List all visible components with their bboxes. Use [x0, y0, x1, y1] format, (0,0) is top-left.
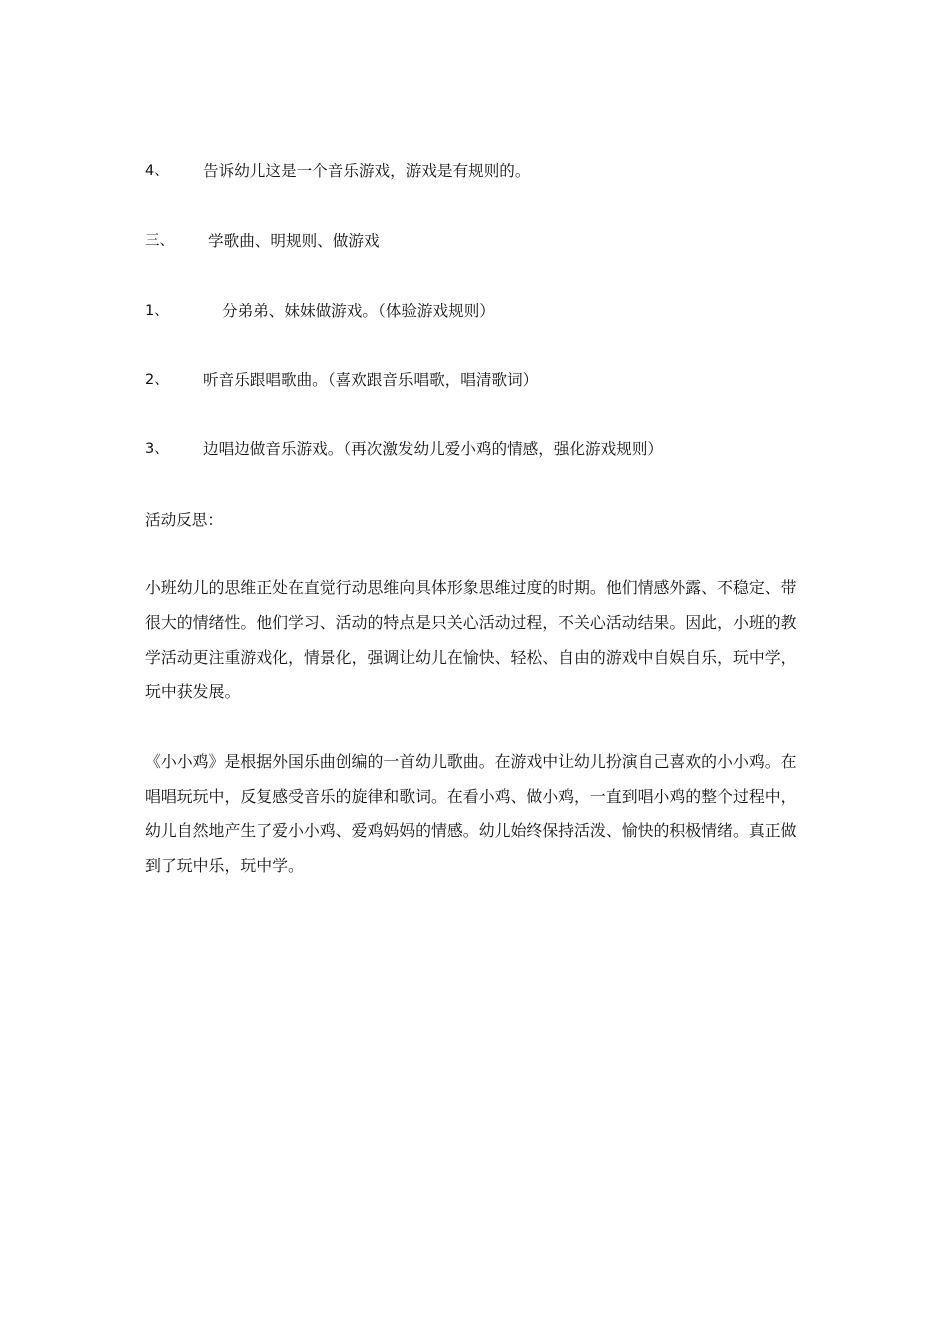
paragraph-line: 玩中获发展。	[145, 682, 241, 701]
list-item-text: 告诉幼儿这是一个音乐游戏，游戏是有规则的。	[203, 162, 531, 180]
paragraph-line: 唱唱玩玩中，反复感受音乐的旋律和歌词。在看小鸡、做小鸡，一直到唱小鸡的整个过程中，	[145, 787, 797, 806]
paragraph-line: 学活动更注重游戏化，情景化，强调让幼儿在愉快、轻松、自由的游戏中自娱自乐，玩中学，	[145, 648, 797, 667]
paragraph-line: 很大的情绪性。他们学习、活动的特点是只关心活动过程，不关心活动结果。因此，小班的教	[145, 613, 797, 632]
section-marker: 三、	[145, 233, 174, 249]
list-marker: 2、	[145, 372, 169, 388]
list-item-text: 边唱边做音乐游戏。（再次激发幼儿爱小鸡的情感，强化游戏规则）	[203, 440, 664, 458]
paragraph-line: 小班幼儿的思维正处在直觉行动思维向具体形象思维过度的时期。他们情感外露、不稳定、带	[145, 578, 797, 597]
list-item-text: 分弟弟、妹妹做游戏。（体验游戏规则）	[222, 302, 495, 320]
section-heading-text: 学歌曲、明规则、做游戏	[208, 232, 380, 250]
list-marker: 1、	[145, 303, 169, 319]
list-item-text: 听音乐跟唱歌曲。（喜欢跟音乐唱歌，唱清歌词）	[203, 371, 539, 389]
paragraph-line: 《小小鸡》是根据外国乐曲创编的一首幼儿歌曲。在游戏中让幼儿扮演自己喜欢的小小鸡。在	[145, 752, 797, 771]
reflection-heading: 活动反思：	[145, 511, 223, 529]
paragraph-line: 到了玩中乐，玩中学。	[145, 856, 304, 875]
paragraph-line: 幼儿自然地产生了爱小小鸡、爱鸡妈妈的情感。幼儿始终保持活泼、愉快的积极情绪。真正做	[145, 821, 797, 840]
list-marker: 4、	[145, 163, 169, 179]
list-marker: 3、	[145, 441, 169, 457]
